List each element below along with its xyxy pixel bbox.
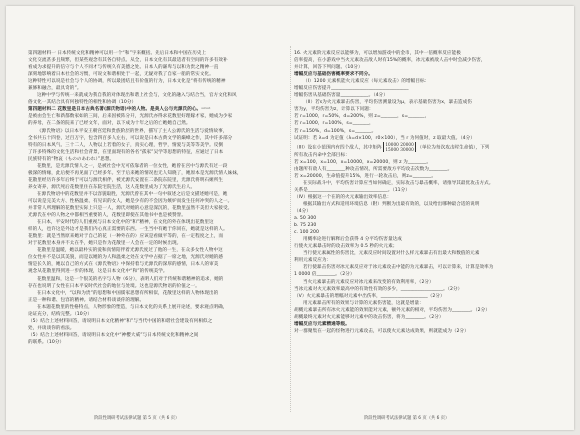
- text-line: 的联系。（10分）: [28, 339, 65, 345]
- text-line: 在源氏物语中的花数里并不以容貌取胜，光源氏曾在其中一句中叙述之后是文描述她可是，她: [37, 191, 228, 197]
- text-line: 若行使暴击伤害对冰元素反应对于冰元素攻击中能的为元素暴击，可以计算来，计算是效率为: [303, 265, 494, 271]
- page-footer-left: 阶段性调研考试法律试题 第 5 页（共 6 页）: [94, 416, 180, 421]
- text-line: 在日本文化中，“以和为贵”的思想和中国儒家思想有所相似，花散里这样的人物体现出的: [37, 290, 219, 296]
- matrix-row: 15000 30000: [385, 146, 414, 152]
- text-line: 花数里，是光源氏情人之一，是被社会中无可依靠者的一位女性，她曾在宫中与源氏有过一段: [37, 163, 228, 169]
- text-line: 处，并谈谈你的看法。: [28, 325, 75, 331]
- text-line: 第四题材料二 花数里是日本古典名著(源氏物语)中的人物。是美人公与光源氏的心。一一: [28, 107, 211, 113]
- text-line: 花散里经历许多年后终于可以与源氏相伴，被光源氏安置在二条院东院里，光源氏将明石姬所生: [28, 177, 224, 183]
- text-line: 养女寄养，源氏死后花数里住在东院宅院生活，这人花数里成为了光源氏生后人。: [28, 184, 196, 190]
- text-line: 位女性并不是以其美貌，而是以她的为人和温柔之处在文学中占据了一席之地，光源氏对她的感: [28, 255, 224, 261]
- text-line: （4分）: [294, 209, 311, 215]
- text-line: 在实际战斗中，平均伤害计算应当如何确定，实际攻击与暴击概率，请推导其最优攻击方式。: [303, 180, 494, 186]
- text-line: 用元素暴击所有的效果与计算的元素伤害能，这就是增量：: [303, 300, 424, 306]
- matrix-intro: （III）设在小范围内有四个敌人，其中矩阵: [294, 145, 382, 151]
- text-line: （IV）根据这一个在的的火元素输出效率信息：: [294, 194, 392, 200]
- text-line: 当火元素暴击的元素反应对冰元素来改变的有效利用率，（2分）: [303, 279, 434, 285]
- text-line: 当冰元素对火元素效率最高中的有效性有效的多少，__________________。（2分）: [294, 286, 463, 292]
- text-line: （II）若s为火元素暴击伤害，平均伤害测量设为μ，表示基础伤害为x，暴击造成伤: [303, 100, 472, 106]
- text-line: 1 0000 倍________。（2分）: [294, 272, 355, 278]
- text-line: 利用元素反应为：: [294, 258, 332, 264]
- text-line: （5）结合上述材料回答，请说明日本文化精神“和”与当代中国的和谐社会建设有何相似之: [28, 318, 213, 324]
- text-line: 对一群聚集在一起的怪物进行元素攻击，可以使火元素达成效果，则就能成为（2分）: [294, 328, 469, 334]
- text-line: 增幅伤害从基础伤害量____________。（4分）: [294, 93, 388, 99]
- text-line: 兼修和融合，最具奇的”。: [28, 86, 82, 92]
- text-line: 根据其输出方式和适用环境信息（附）判断为出最有效的，以及给出哪种最合适的说明: [303, 201, 480, 207]
- text-line: a. 50 300: [294, 216, 317, 222]
- matrix-row: 10000 20000: [385, 141, 414, 147]
- text-line: 害为y，平均伤害为z，计算以下问题：: [294, 107, 374, 113]
- text-line: 第四题材料一 日本传统文化和精神可以用一个“和”字来概括。先后日本和中国在历史上: [28, 51, 207, 56]
- text-line: 花数里：就是当然原来她对于自己的花（一种外在的）应该是看做平等的，在一定程度之上，而: [28, 234, 224, 240]
- text-line: 样的人，也许这是外边才是我们内心真正需要的东西。一生当中有她于你同在，她就是这样的人。: [28, 227, 228, 233]
- text-line: 是被由会生亡和新都数家如的三间，后来因被阵分开，光源氏亦得求花数里好理嫁才家，她成为少家: [28, 114, 233, 120]
- text-line: 当行使元素属性的伤害比，元素反应时间设置对什么样元素暴击有出最大和数值的元素: [303, 251, 480, 257]
- text-line: 若 r=150%，d=100%，s=_______。: [294, 128, 377, 134]
- text-line: 情是长久的，她以自己的方式在《源氏物语》中保持着与光源氏的深厚的感情，日本人的审美: [28, 262, 219, 268]
- exam-sheet: [6, 6, 574, 430]
- text-line: 的养母，在二条的院来了已经文年，面对，以下成为十年之后的亡她她自己然。: [28, 121, 191, 127]
- text-line: 文化交流甚多且频繁，但某些观念有其各自特点。从全，日本文化有其最适者有空间的许多有效补: [28, 58, 228, 64]
- left-column: [28, 50, 290, 412]
- text-line: 增幅反应与元素精通等级。: [294, 321, 350, 327]
- text-line: 对于花数里本身并不太在乎，她只是作为花散里一人会在一定的时候出现。: [28, 241, 182, 247]
- text-line: 特有的日本风气、三十二人，人物以上若着的女子，真实心理，哲学，情爱与美等等美学。反倒: [28, 142, 224, 148]
- text-line: 论证充分，结构完整。（10分）: [28, 311, 93, 317]
- text-line: 试证明：若 λ=d 为定值（λ=d×100，r0×100），当 r 为何值时，z 取最大值。（4分）: [294, 135, 475, 141]
- matrix-line: [294, 141, 556, 152]
- text-line: 若 r=1000，r=100%，s=_______，: [294, 121, 374, 127]
- text-line: b. 75 230: [294, 223, 317, 229]
- text-line: 看成为求提升的信守与个人不同才与传统久有美德之处。日本人的谦卑与以和为贵之精神一直: [28, 65, 219, 71]
- text-line: 光源氏在中的人物之中都相当重要的人，花数里即使在其他书中也是被赞誉。: [28, 213, 186, 219]
- text-line: 正是一种和谐、包容的精神。请结合材料谈谈你的理解。: [28, 297, 145, 303]
- text-line: 全书共五十四卷，过百万字，包含四百多人左右，可以说是日本古典文学的巅峰之作，其中许多部分: [28, 135, 233, 141]
- question-16-part-a: [294, 50, 556, 142]
- text-line: 若 x=100，x=100，x=10000，x=20000，则 z 为________。: [294, 159, 432, 165]
- text-line: 极深的情缘，此后便不再见面了已经多年。至于后来她的情况也无人知晓了，她原本是光源氏情人妹妹，: [28, 170, 242, 176]
- text-line: 并计算，回答下列问题。（10分）: [294, 65, 363, 71]
- text-line: 胡概最终元素对火元素能够对元素中的攻击伤害，将为________。（2分）: [294, 314, 444, 320]
- text-line: 这种中学与传统一来就成为我自我的对体现出和谐上社会与，文化的融入与结合当，官方文化和风: [37, 93, 237, 99]
- text-line: 若 x=20000，生命值提升15%，进行一轮攻击后，则z=________。: [294, 173, 437, 179]
- text-line: 《源氏物语》以日本平安王朝宫廷和贵族阶层的世界，描写了主人公源氏的生活与爱情故事，: [37, 128, 228, 134]
- matrix-tail: （单位为每次攻击时生命值），下列: [417, 145, 490, 151]
- text-line: 了许多特殊的文化生活和社会背景，在里面现有的各名“孤家”吴学等思想的特征，应通过了日本: [28, 149, 224, 155]
- text-line: 增幅反应伤害提升_________________________________: [294, 86, 409, 92]
- text-line: 俗文化一其结合具有何独特性的相性和协调（10分）: [28, 100, 137, 106]
- column-divider: [290, 46, 291, 412]
- text-line: 由题所有敌人有________种攻击情况，所需要敌方平均攻击次数为________。: [294, 166, 453, 172]
- page-footer-right: 阶段性调研考试法律试题 第 6 页（共 6 页）: [364, 416, 450, 421]
- text-line: 若 r=1000，r=50%，d=200%，则 z=_______，s=_______，: [294, 114, 430, 120]
- text-line: 并非常人所理解的花数里实际上只是一人，源氏对她的心意是深沉的，花数里虽然不美但大家接受。: [28, 206, 233, 212]
- text-line: 行使火元素暴击时的攻击效率为 0.5 秒的火元素；: [294, 244, 398, 250]
- text-line: 在日本，平安时代的人们重视与日本文化中的“和”精神，在文化的外在体现出花数里这: [37, 220, 214, 226]
- text-line: （5）结合上述材料回答，请说明日本文化中“神樱大威”与日本传统文化和精神之间: [28, 332, 199, 338]
- matrix: [383, 142, 416, 152]
- text-line: （V）火元素暴击的增幅对元素中出伤率，____________________（2分）: [294, 293, 445, 299]
- text-line: 用概率论进行解释后会获得 4 分平均伤害量达成: [303, 237, 402, 243]
- text-line: 关系是__________________________________。（11分）: [294, 187, 410, 193]
- text-line: 观念从花散里得到进一步的体现，这是日本文化中“和”的传统美学。: [28, 269, 168, 275]
- text-line: 胡概元素暴击所有冰火元素能的效果能对元素，额外元素的相对，平均伤害为________。（2分）: [294, 307, 490, 313]
- text-line: 花散里是温暖，她以最朴实的爱和真情陪伴着光源氏度过了他的一生，在众多女性人物中这: [37, 248, 223, 254]
- text-line: 民族特有的“物哀（もののあわれ）”思想。: [28, 156, 115, 162]
- text-line: 所有攻击内命中全部目标：: [294, 152, 350, 158]
- right-column: [294, 50, 556, 412]
- question-16-part-b: [294, 152, 556, 335]
- text-line: c. 100 200: [294, 230, 319, 236]
- text-line: 16. 火元素阶元素反应以能够为，可以增加游戏中的金币，其中一倍概率反应能极: [294, 51, 461, 56]
- text-line: 增幅反应与基础伤害概率要求不同分。: [294, 72, 373, 78]
- text-line: （I）1200 元素机能火元素反应（每元素攻击）的增幅目标：: [303, 79, 430, 85]
- text-line: 深刻地影响着日本社会的习惯，可说文和谐相处于一起，无疑对我了自家一船的常实文化。: [28, 72, 214, 78]
- text-line: 在本题花数里的性格特点，人物形象的塑造，与日本文化的关系上展开论述，要求观点明确，: [37, 304, 228, 310]
- text-line: 花数里温和，这是一个很美的名字与人物（6分），表明人们对于传统和谐精神的追求，她的: [37, 276, 224, 282]
- text-line: 这种特性可以说是社会与个人的协调，所以最团结且有价值的行为，日本文化是“将有传统的精神: [28, 79, 226, 85]
- text-line: 可以说是完美大方、性格温柔、有见识的女人，她是少有的不会因为嫉妒而发生任何冲突的人之一。: [28, 198, 233, 204]
- text-line: 存在也说明了女性在日本平安时代社会的地位与处境。这也是源氏物语的价值之一。: [28, 283, 200, 289]
- text-line: 倍率提高，在小游戏中当火元素攻击敌人时有15%的概率，冰元素被敌人击中时会减少伤害，: [294, 58, 486, 64]
